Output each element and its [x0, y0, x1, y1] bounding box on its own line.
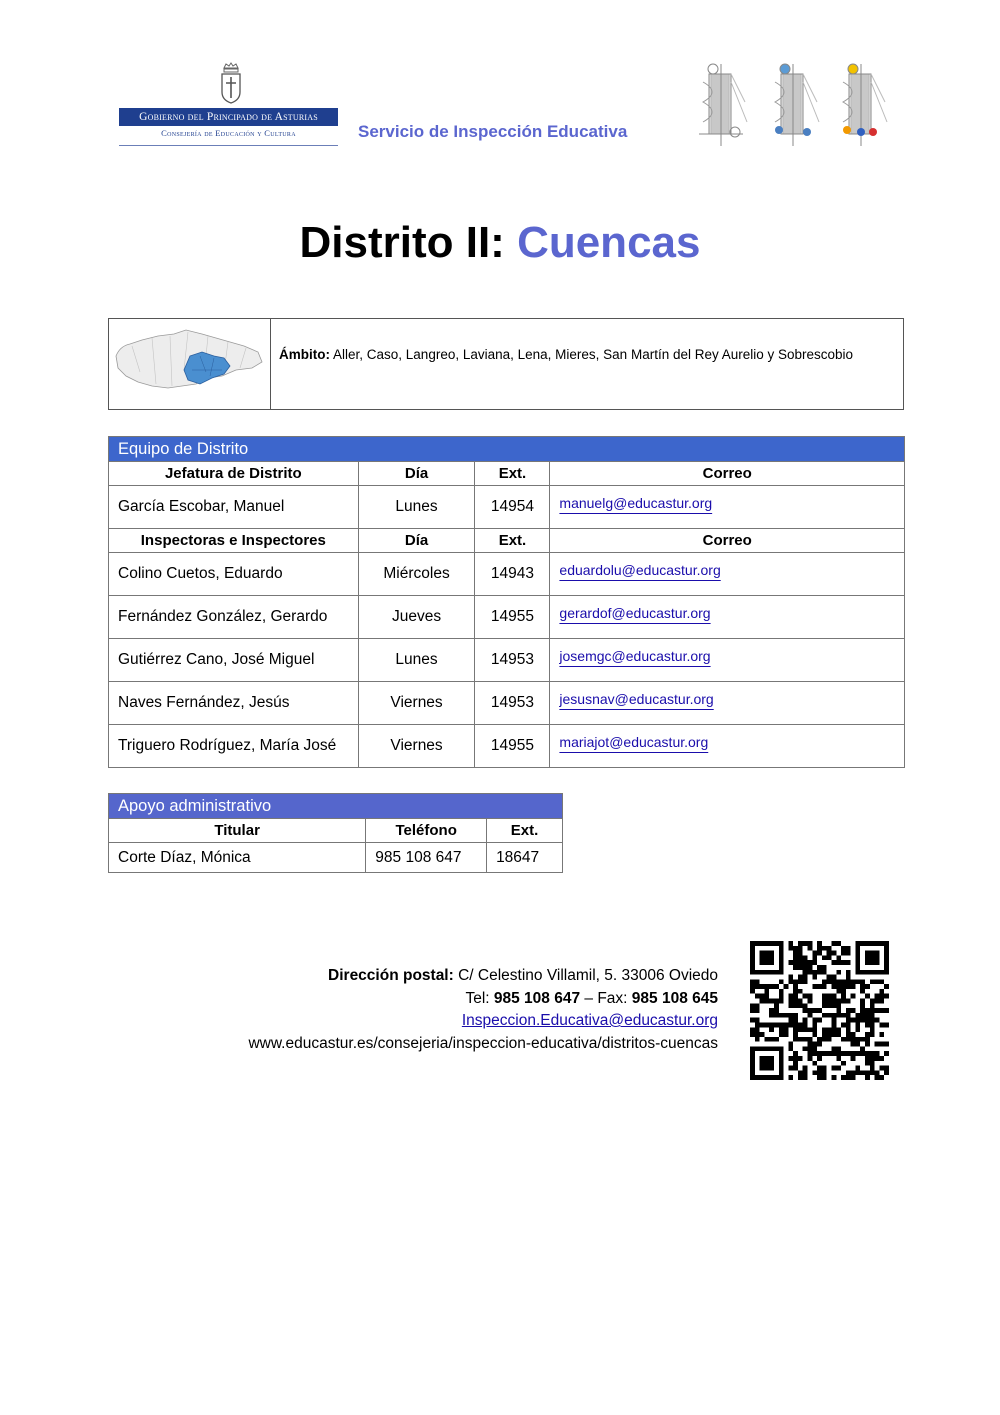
gov-name-banner: Gobierno del Principado de Asturias: [119, 108, 338, 126]
contact-footer: [248, 965, 718, 1055]
person-name: García Escobar, Manuel: [109, 486, 359, 529]
col-header: Ext.: [475, 462, 550, 486]
address-line: [248, 965, 718, 988]
table-row: [109, 596, 905, 639]
page-title: [0, 218, 1000, 268]
email-cell: [550, 639, 905, 682]
scope-divider: [270, 319, 271, 409]
sie-logo-icon: [697, 62, 903, 148]
email-cell: [550, 682, 905, 725]
person-day: Viernes: [358, 682, 475, 725]
service-title: Servicio de Inspección Educativa: [358, 122, 628, 141]
support-table-caption: Apoyo administrativo: [109, 794, 563, 819]
person-name: Colino Cuetos, Eduardo: [109, 553, 359, 596]
district-team-table: [108, 436, 905, 768]
col-header: Ext.: [475, 529, 550, 553]
email-link[interactable]: gerardof@educastur.org: [559, 605, 711, 621]
person-day: Lunes: [358, 639, 475, 682]
person-ext: 14955: [475, 596, 550, 639]
email-cell: [550, 725, 905, 768]
person-name: Gutiérrez Cano, José Miguel: [109, 639, 359, 682]
col-header: Día: [358, 462, 475, 486]
email-link[interactable]: manuelg@educastur.org: [559, 495, 713, 511]
fax-value: 985 108 645: [631, 989, 718, 1007]
team-table-caption: Equipo de Distrito: [109, 437, 905, 462]
email-cell: [550, 553, 905, 596]
asturias-crest-icon: [218, 62, 244, 104]
table-row: [109, 843, 563, 873]
person-ext: 14955: [475, 725, 550, 768]
table-row: [109, 725, 905, 768]
gov-department: Consejería de Educación y Cultura: [161, 128, 296, 138]
col-header: Jefatura de Distrito: [109, 462, 359, 486]
col-header: Ext.: [487, 819, 563, 843]
table-row: [109, 553, 905, 596]
sie-logo-2-icon: [775, 64, 819, 146]
team-inspectors-header-row: [109, 529, 905, 553]
title-prefix: Distrito II:: [299, 218, 505, 267]
address-value: C/ Celestino Villamil, 5. 33006 Oviedo: [458, 967, 718, 984]
table-row: [109, 486, 905, 529]
col-header: Correo: [550, 529, 905, 553]
email-link[interactable]: Inspeccion.Educativa@educastur.org: [461, 1012, 718, 1029]
title-accent: Cuencas: [517, 218, 701, 267]
person-name: Fernández González, Gerardo: [109, 596, 359, 639]
col-header: Día: [358, 529, 475, 553]
address-label: Dirección postal:: [328, 967, 454, 984]
email-link[interactable]: jesusnav@educastur.org: [559, 691, 714, 707]
asturias-district-map: [112, 326, 264, 392]
col-header: Titular: [109, 819, 366, 843]
col-header: Teléfono: [366, 819, 487, 843]
person-day: Jueves: [358, 596, 475, 639]
qr-code-icon: [750, 941, 889, 1080]
person-ext: 14953: [475, 639, 550, 682]
website-url: www.educastur.es/consejeria/inspeccion-educativa/distritos-cuencas: [248, 1034, 718, 1052]
sie-logo-3-icon: [843, 64, 887, 146]
person-day: Lunes: [358, 486, 475, 529]
email-link[interactable]: mariajot@educastur.org: [559, 734, 709, 750]
person-name: Triguero Rodríguez, María José: [109, 725, 359, 768]
scope-text: [279, 344, 879, 365]
tel-value: 985 108 647: [493, 989, 581, 1007]
person-ext: 14943: [475, 553, 550, 596]
gov-underline: [119, 145, 338, 146]
person-ext: 14954: [475, 486, 550, 529]
scope-municipalities: Aller, Caso, Langreo, Laviana, Lena, Mieres, San Martín del Rey Aurelio y Sobrescobio: [333, 347, 854, 362]
tel-label: Tel:: [465, 989, 490, 1007]
phone-line: [248, 988, 718, 1011]
team-head-header-row: [109, 462, 905, 486]
email-link[interactable]: josemgc@educastur.org: [559, 648, 711, 664]
person-name: Corte Díaz, Mónica: [109, 843, 366, 873]
support-header-row: [109, 819, 563, 843]
email-link[interactable]: eduardolu@educastur.org: [559, 562, 721, 578]
person-ext: 14953: [475, 682, 550, 725]
table-row: [109, 682, 905, 725]
person-phone: 985 108 647: [366, 843, 487, 873]
person-ext: 18647: [487, 843, 563, 873]
sie-logo-1-icon: [699, 64, 747, 146]
admin-support-table: [108, 793, 563, 873]
person-name: Naves Fernández, Jesús: [109, 682, 359, 725]
email-cell: [550, 486, 905, 529]
person-day: Miércoles: [358, 553, 475, 596]
person-day: Viernes: [358, 725, 475, 768]
scope-label: Ámbito:: [279, 347, 330, 362]
fax-label: – Fax:: [584, 989, 628, 1007]
email-cell: [550, 596, 905, 639]
table-row: [109, 639, 905, 682]
col-header: Correo: [550, 462, 905, 486]
col-header: Inspectoras e Inspectores: [109, 529, 359, 553]
